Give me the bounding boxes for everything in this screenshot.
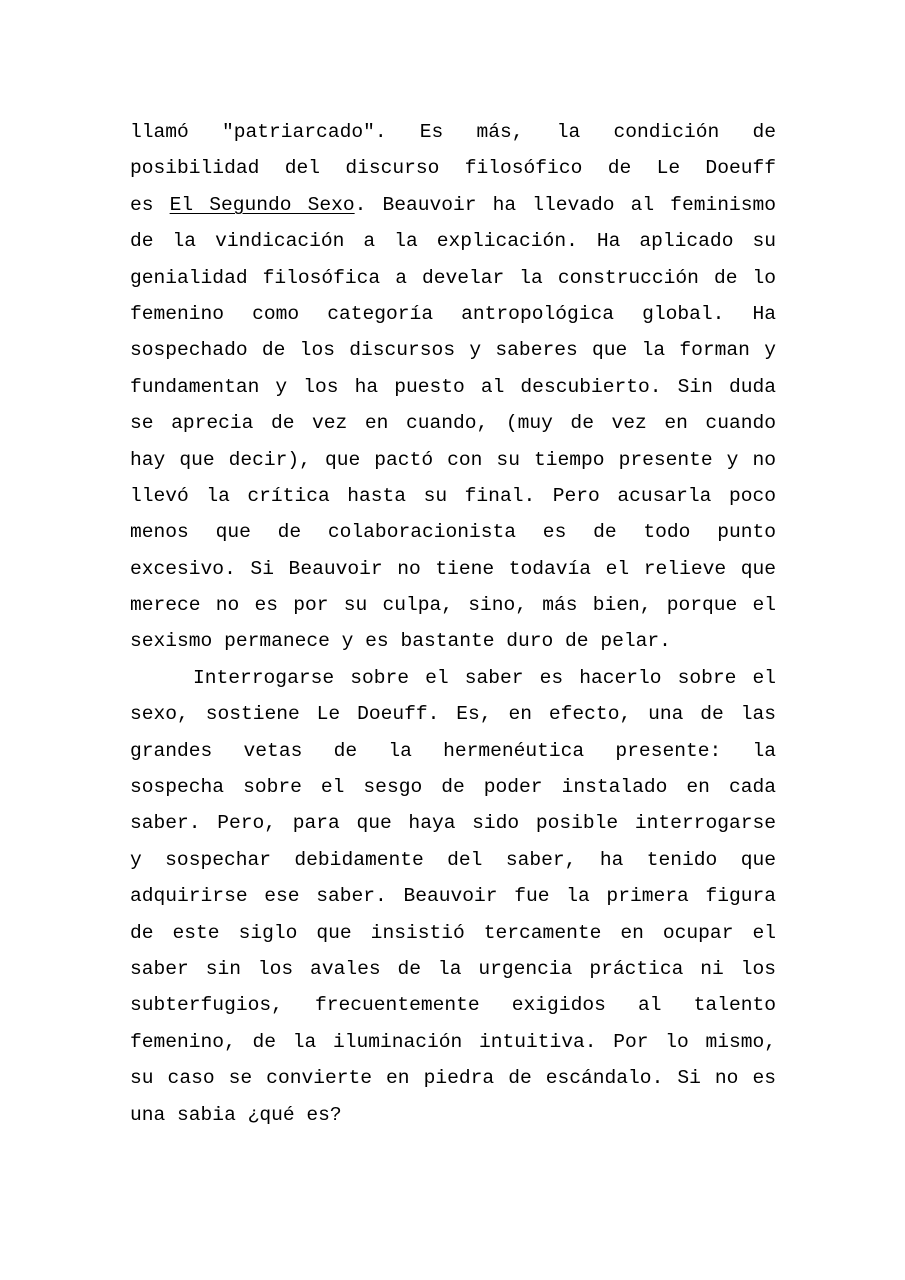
text-line: grandes vetas de la hermenéutica presente: la	[130, 739, 776, 762]
text-line: sexismo permanece y es bastante duro de pelar.	[130, 630, 671, 653]
text-line: fundamentan y los ha puesto al descubierto. Sin duda	[130, 375, 776, 398]
text-line: sospecha sobre el sesgo de poder instalado en cada	[130, 776, 776, 799]
text-fragment: es	[130, 193, 170, 216]
text-line: posibilidad del discurso filosófico de Le Doeuff	[130, 157, 776, 180]
text-line: hay que decir), que pactó con su tiempo presente y no	[130, 448, 776, 471]
book-title: El Segundo Sexo	[169, 193, 355, 216]
body-text	[130, 114, 776, 1133]
text-line: se aprecia de vez en cuando, (muy de vez en cuando	[130, 412, 776, 435]
paragraph-2	[130, 660, 776, 1133]
text-line: y sospechar debidamente del saber, ha tenido que	[130, 848, 776, 871]
text-line: adquirirse ese saber. Beauvoir fue la primera figura	[130, 885, 776, 908]
text-line: de este siglo que insistió tercamente en ocupar el	[130, 921, 776, 944]
text-line: llamó "patriarcado". Es más, la condición de	[130, 121, 776, 143]
text-line: subterfugios, frecuentemente exigidos al talento	[130, 994, 776, 1017]
text-line: sospechado de los discursos y saberes que la forman y	[130, 339, 776, 362]
text-line: su caso se convierte en piedra de escándalo. Si no es	[130, 1067, 776, 1090]
text-line: saber sin los avales de la urgencia práctica ni los	[130, 957, 776, 980]
text-line: saber. Pero, para que haya sido posible interrogarse	[130, 812, 776, 835]
text-line: de la vindicación a la explicación. Ha aplicado su	[130, 230, 776, 253]
text-line	[130, 187, 776, 223]
text-line: merece no es por su culpa, sino, más bien, porque el	[130, 594, 776, 617]
text-line: femenino, de la iluminación intuitiva. Por lo mismo,	[130, 1030, 776, 1053]
text-line: una sabia ¿qué es?	[130, 1103, 342, 1126]
text-line: sexo, sostiene Le Doeuff. Es, en efecto, una de las	[130, 703, 776, 726]
text-line: genialidad filosófica a develar la construcción de lo	[130, 266, 776, 289]
text-line: Interrogarse sobre el saber es hacerlo sobre el	[193, 666, 776, 689]
text-line: femenino como categoría antropológica global. Ha	[130, 302, 776, 325]
text-line: menos que de colaboracionista es de todo punto	[130, 521, 776, 544]
text-line: excesivo. Si Beauvoir no tiene todavía el relieve que	[130, 557, 776, 580]
text-fragment: . Beauvoir ha llevado al feminismo	[354, 193, 776, 216]
paragraph-1	[130, 114, 776, 660]
text-line: llevó la crítica hasta su final. Pero acusarla poco	[130, 484, 776, 507]
